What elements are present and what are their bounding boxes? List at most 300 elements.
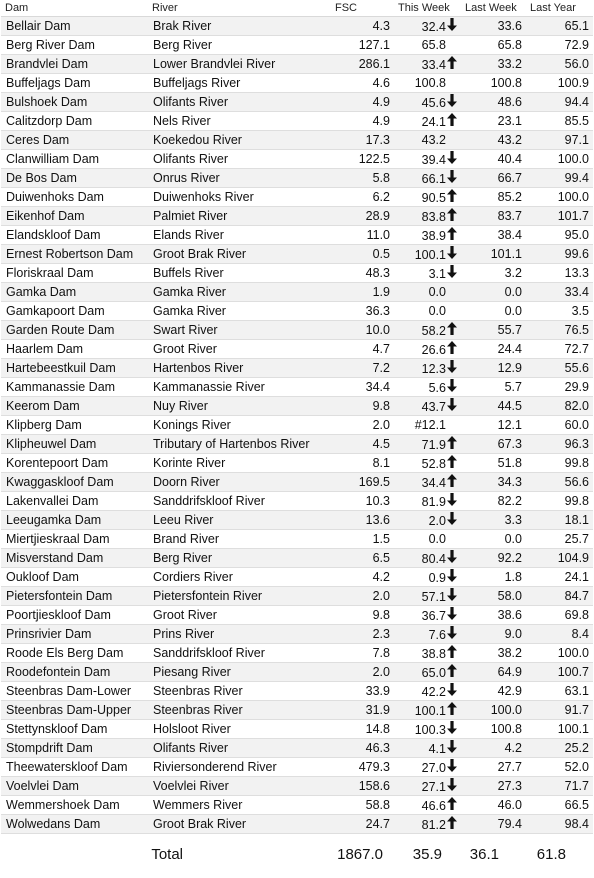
dam-name: Voelvlei Dam	[1, 777, 148, 796]
river-name: Prins River	[148, 625, 331, 644]
last-week-value: 9.0	[461, 625, 526, 644]
this-week-cell	[394, 435, 461, 454]
last-week-value: 58.0	[461, 587, 526, 606]
last-year-value: 33.4	[526, 283, 593, 302]
this-week-cell	[394, 226, 461, 245]
dam-name: Gamkapoort Dam	[1, 302, 148, 321]
table-row	[1, 435, 593, 454]
last-week-value: 48.6	[461, 93, 526, 112]
last-week-value: 82.2	[461, 492, 526, 511]
fsc-value: 2.3	[331, 625, 394, 644]
fsc-value: 4.7	[331, 340, 394, 359]
last-year-value: 24.1	[526, 568, 593, 587]
dam-name: Klipheuwel Dam	[1, 435, 148, 454]
fsc-value: 9.8	[331, 606, 394, 625]
fsc-value: 4.6	[331, 74, 394, 93]
table-row	[1, 340, 593, 359]
dam-name: Haarlem Dam	[1, 340, 148, 359]
this-week-cell	[394, 511, 461, 530]
dam-name: Steenbras Dam-Upper	[1, 701, 148, 720]
river-name: Groot Brak River	[148, 815, 331, 834]
last-week-value: 27.7	[461, 758, 526, 777]
last-year-value: 56.0	[526, 55, 593, 74]
last-week-value: 3.2	[461, 264, 526, 283]
dam-name: Duiwenhoks Dam	[1, 188, 148, 207]
river-name: Sanddrifskloof River	[148, 644, 331, 663]
this-week-cell	[394, 549, 461, 568]
last-week-value: 100.0	[461, 701, 526, 720]
dam-name: Eikenhof Dam	[1, 207, 148, 226]
last-year-value: 91.7	[526, 701, 593, 720]
last-year-value: 60.0	[526, 416, 593, 435]
dam-name: Berg River Dam	[1, 36, 148, 55]
last-year-value: 101.7	[526, 207, 593, 226]
this-week-value: 90.5	[421, 191, 446, 205]
river-name: Olifants River	[148, 739, 331, 758]
fsc-value: 13.6	[331, 511, 394, 530]
last-year-value: 25.2	[526, 739, 593, 758]
header-fsc: FSC	[331, 0, 394, 17]
this-week-cell	[394, 492, 461, 511]
this-week-cell	[394, 625, 461, 644]
this-week-cell	[394, 796, 461, 815]
dam-name: De Bos Dam	[1, 169, 148, 188]
dam-name: Leeugamka Dam	[1, 511, 148, 530]
last-week-value: 40.4	[461, 150, 526, 169]
this-week-cell	[394, 454, 461, 473]
this-week-value: 27.0	[421, 761, 446, 775]
this-week-cell	[394, 644, 461, 663]
fsc-value: 158.6	[331, 777, 394, 796]
last-week-value: 85.2	[461, 188, 526, 207]
fsc-value: 2.0	[331, 587, 394, 606]
table-row	[1, 93, 593, 112]
this-week-value: 4.1	[428, 742, 446, 756]
table-row	[1, 112, 593, 131]
last-year-value: 98.4	[526, 815, 593, 834]
this-week-value: 83.8	[421, 210, 446, 224]
this-week-cell	[394, 397, 461, 416]
fsc-value: 11.0	[331, 226, 394, 245]
this-week-value: 33.4	[421, 58, 446, 72]
dam-name: Kammanassie Dam	[1, 378, 148, 397]
table-row	[1, 17, 593, 36]
last-year-value: 85.5	[526, 112, 593, 131]
this-week-value: 3.1	[428, 267, 446, 281]
table-row	[1, 302, 593, 321]
last-year-value: 100.7	[526, 663, 593, 682]
table-row	[1, 321, 593, 340]
table-row	[1, 264, 593, 283]
this-week-cell	[394, 758, 461, 777]
this-week-cell	[394, 815, 461, 834]
river-name: Koekedou River	[148, 131, 331, 150]
fsc-value: 34.4	[331, 378, 394, 397]
fsc-value: 479.3	[331, 758, 394, 777]
river-name: Pietersfontein River	[148, 587, 331, 606]
fsc-value: 4.9	[331, 112, 394, 131]
river-name: Holsloot River	[148, 720, 331, 739]
last-year-value: 8.4	[526, 625, 593, 644]
arrow-down-icon	[446, 512, 458, 528]
river-name: Steenbras River	[148, 701, 331, 720]
fsc-value: 1.5	[331, 530, 394, 549]
this-week-value: 38.8	[421, 647, 446, 661]
last-year-value: 96.3	[526, 435, 593, 454]
total-this-week: 35.9	[412, 845, 442, 863]
table-row	[1, 758, 593, 777]
last-year-value: 65.1	[526, 17, 593, 36]
dam-name: Brandvlei Dam	[1, 55, 148, 74]
fsc-value: 10.3	[331, 492, 394, 511]
total-fsc: 1867.0	[337, 845, 383, 863]
dam-name: Oukloof Dam	[1, 568, 148, 587]
river-name: Groot River	[148, 606, 331, 625]
river-name: Swart River	[148, 321, 331, 340]
river-name: Olifants River	[148, 93, 331, 112]
river-name: Korinte River	[148, 454, 331, 473]
this-week-value: 12.3	[421, 362, 446, 376]
this-week-cell	[394, 150, 461, 169]
arrow-down-icon	[446, 379, 458, 395]
table-row	[1, 530, 593, 549]
this-week-cell	[394, 739, 461, 758]
arrow-up-icon	[446, 208, 458, 224]
last-week-value: 3.3	[461, 511, 526, 530]
this-week-cell	[394, 131, 461, 150]
dam-name: Poortjieskloof Dam	[1, 606, 148, 625]
table-row	[1, 150, 593, 169]
table-row	[1, 55, 593, 74]
fsc-value: 14.8	[331, 720, 394, 739]
table-row	[1, 245, 593, 264]
last-year-value: 100.1	[526, 720, 593, 739]
arrow-down-icon	[446, 94, 458, 110]
last-week-value: 5.7	[461, 378, 526, 397]
last-week-value: 83.7	[461, 207, 526, 226]
river-name: Groot Brak River	[148, 245, 331, 264]
this-week-cell	[394, 587, 461, 606]
arrow-down-icon	[446, 683, 458, 699]
last-year-value: 99.4	[526, 169, 593, 188]
last-week-value: 24.4	[461, 340, 526, 359]
table-row	[1, 283, 593, 302]
header-dam: Dam	[1, 0, 148, 17]
fsc-value: 2.0	[331, 663, 394, 682]
this-week-cell	[394, 188, 461, 207]
last-week-value: 66.7	[461, 169, 526, 188]
table-row	[1, 720, 593, 739]
table-row	[1, 739, 593, 758]
this-week-cell	[394, 777, 461, 796]
header-last-year: Last Year	[526, 0, 593, 17]
fsc-value: 4.5	[331, 435, 394, 454]
dam-name: Calitzdorp Dam	[1, 112, 148, 131]
river-name: Cordiers River	[148, 568, 331, 587]
arrow-up-icon	[446, 797, 458, 813]
dam-name: Bellair Dam	[1, 17, 148, 36]
river-name: Duiwenhoks River	[148, 188, 331, 207]
this-week-value: 100.1	[414, 704, 446, 718]
river-name: Kammanassie River	[148, 378, 331, 397]
table-row	[1, 815, 593, 834]
dam-name: Floriskraal Dam	[1, 264, 148, 283]
arrow-up-icon	[446, 189, 458, 205]
dam-name: Elandskloof Dam	[1, 226, 148, 245]
last-year-value: 100.0	[526, 150, 593, 169]
arrow-down-icon	[446, 759, 458, 775]
this-week-cell	[394, 36, 461, 55]
dam-name: Hartebeestkuil Dam	[1, 359, 148, 378]
header-river: River	[148, 0, 331, 17]
table-row	[1, 359, 593, 378]
this-week-cell	[394, 340, 461, 359]
last-week-value: 0.0	[461, 283, 526, 302]
this-week-cell	[394, 283, 461, 302]
dam-name: Wemmershoek Dam	[1, 796, 148, 815]
river-name: Doorn River	[148, 473, 331, 492]
arrow-up-icon	[446, 702, 458, 718]
river-name: Berg River	[148, 549, 331, 568]
fsc-value: 5.8	[331, 169, 394, 188]
total-last-week: 36.1	[469, 845, 499, 863]
river-name: Buffeljags River	[148, 74, 331, 93]
last-week-value: 92.2	[461, 549, 526, 568]
this-week-value: 0.9	[428, 571, 446, 585]
last-year-value: 82.0	[526, 397, 593, 416]
dam-levels-table	[1, 0, 593, 834]
dam-name: Bulshoek Dam	[1, 93, 148, 112]
river-name: Tributary of Hartenbos River	[148, 435, 331, 454]
last-week-value: 65.8	[461, 36, 526, 55]
this-week-value: 100.8	[414, 76, 446, 90]
this-week-value: 100.1	[414, 248, 446, 262]
table-row	[1, 625, 593, 644]
dam-name: Miertjieskraal Dam	[1, 530, 148, 549]
last-week-value: 0.0	[461, 302, 526, 321]
fsc-value: 1.9	[331, 283, 394, 302]
river-name: Berg River	[148, 36, 331, 55]
river-name: Brak River	[148, 17, 331, 36]
this-week-value: 7.6	[428, 628, 446, 642]
last-week-value: 42.9	[461, 682, 526, 701]
last-week-value: 12.1	[461, 416, 526, 435]
this-week-value: 81.2	[421, 818, 446, 832]
dam-name: Wolwedans Dam	[1, 815, 148, 834]
table-row	[1, 416, 593, 435]
table-row	[1, 568, 593, 587]
last-year-value: 25.7	[526, 530, 593, 549]
dam-name: Buffeljags Dam	[1, 74, 148, 93]
arrow-down-icon	[446, 721, 458, 737]
this-week-value: 100.3	[414, 723, 446, 737]
fsc-value: 24.7	[331, 815, 394, 834]
river-name: Nuy River	[148, 397, 331, 416]
this-week-value: 58.2	[421, 324, 446, 338]
arrow-down-icon	[446, 550, 458, 566]
table-row	[1, 682, 593, 701]
dam-name: Roode Els Berg Dam	[1, 644, 148, 663]
arrow-down-icon	[446, 398, 458, 414]
dam-name: Roodefontein Dam	[1, 663, 148, 682]
last-week-value: 34.3	[461, 473, 526, 492]
last-year-value: 55.6	[526, 359, 593, 378]
this-week-value: 0.0	[428, 285, 446, 299]
fsc-value: 4.9	[331, 93, 394, 112]
table-row	[1, 378, 593, 397]
last-year-value: 104.9	[526, 549, 593, 568]
table-row	[1, 454, 593, 473]
fsc-value: 6.5	[331, 549, 394, 568]
last-year-value: 72.7	[526, 340, 593, 359]
dam-name: Garden Route Dam	[1, 321, 148, 340]
river-name: Riviersonderend River	[148, 758, 331, 777]
last-week-value: 38.4	[461, 226, 526, 245]
this-week-value: 43.2	[421, 133, 446, 147]
river-name: Hartenbos River	[148, 359, 331, 378]
table-row	[1, 587, 593, 606]
last-year-value: 56.6	[526, 473, 593, 492]
river-name: Gamka River	[148, 283, 331, 302]
river-name: Piesang River	[148, 663, 331, 682]
last-week-value: 33.6	[461, 17, 526, 36]
arrow-down-icon	[446, 626, 458, 642]
dam-name: Ernest Robertson Dam	[1, 245, 148, 264]
dam-name: Gamka Dam	[1, 283, 148, 302]
fsc-value: 8.1	[331, 454, 394, 473]
header-last-week: Last Week	[461, 0, 526, 17]
river-name: Elands River	[148, 226, 331, 245]
last-week-value: 46.0	[461, 796, 526, 815]
this-week-value: 39.4	[421, 153, 446, 167]
this-week-cell	[394, 663, 461, 682]
this-week-value: 57.1	[421, 590, 446, 604]
river-name: Konings River	[148, 416, 331, 435]
fsc-value: 17.3	[331, 131, 394, 150]
this-week-value: 52.8	[421, 457, 446, 471]
arrow-up-icon	[446, 645, 458, 661]
table-row	[1, 644, 593, 663]
fsc-value: 286.1	[331, 55, 394, 74]
river-name: Sanddrifskloof River	[148, 492, 331, 511]
this-week-value: 65.0	[421, 666, 446, 680]
this-week-value: 0.0	[428, 532, 446, 546]
fsc-value: 127.1	[331, 36, 394, 55]
this-week-cell	[394, 701, 461, 720]
last-week-value: 101.1	[461, 245, 526, 264]
arrow-up-icon	[446, 816, 458, 832]
dam-name: Keerom Dam	[1, 397, 148, 416]
last-week-value: 33.2	[461, 55, 526, 74]
header-row	[1, 0, 593, 17]
table-row	[1, 777, 593, 796]
fsc-value: 169.5	[331, 473, 394, 492]
arrow-down-icon	[446, 151, 458, 167]
fsc-value: 4.2	[331, 568, 394, 587]
table-row	[1, 169, 593, 188]
arrow-down-icon	[446, 607, 458, 623]
arrow-down-icon	[446, 18, 458, 34]
dam-name: Theewaterskloof Dam	[1, 758, 148, 777]
fsc-value: 0.5	[331, 245, 394, 264]
last-week-value: 64.9	[461, 663, 526, 682]
table-row	[1, 188, 593, 207]
this-week-value: 34.4	[421, 476, 446, 490]
dam-name: Lakenvallei Dam	[1, 492, 148, 511]
arrow-up-icon	[446, 664, 458, 680]
arrow-down-icon	[446, 246, 458, 262]
arrow-up-icon	[446, 227, 458, 243]
arrow-down-icon	[446, 493, 458, 509]
river-name: Voelvlei River	[148, 777, 331, 796]
table-row	[1, 796, 593, 815]
last-year-value: 63.1	[526, 682, 593, 701]
fsc-value: 33.9	[331, 682, 394, 701]
last-week-value: 38.6	[461, 606, 526, 625]
last-year-value: 69.8	[526, 606, 593, 625]
river-name: Wemmers River	[148, 796, 331, 815]
this-week-cell	[394, 74, 461, 93]
last-week-value: 79.4	[461, 815, 526, 834]
arrow-down-icon	[446, 265, 458, 281]
this-week-cell	[394, 359, 461, 378]
this-week-cell	[394, 55, 461, 74]
total-label: Total	[151, 845, 183, 863]
river-name: Palmiet River	[148, 207, 331, 226]
total-last-year: 61.8	[536, 845, 566, 863]
table-row	[1, 226, 593, 245]
this-week-value: #12.1	[414, 418, 446, 432]
river-name: Gamka River	[148, 302, 331, 321]
river-name: Groot River	[148, 340, 331, 359]
this-week-cell	[394, 112, 461, 131]
river-name: Olifants River	[148, 150, 331, 169]
table-row	[1, 473, 593, 492]
arrow-up-icon	[446, 474, 458, 490]
arrow-down-icon	[446, 569, 458, 585]
last-year-value: 13.3	[526, 264, 593, 283]
table-row	[1, 36, 593, 55]
header-this-week: This Week	[394, 0, 461, 17]
last-week-value: 12.9	[461, 359, 526, 378]
this-week-cell	[394, 17, 461, 36]
last-week-value: 38.2	[461, 644, 526, 663]
last-week-value: 4.2	[461, 739, 526, 758]
last-year-value: 66.5	[526, 796, 593, 815]
fsc-value: 48.3	[331, 264, 394, 283]
last-year-value: 52.0	[526, 758, 593, 777]
river-name: Nels River	[148, 112, 331, 131]
fsc-value: 31.9	[331, 701, 394, 720]
this-week-value: 45.6	[421, 96, 446, 110]
arrow-up-icon	[446, 56, 458, 72]
table-row	[1, 549, 593, 568]
table-row	[1, 511, 593, 530]
last-year-value: 72.9	[526, 36, 593, 55]
river-name: Lower Brandvlei River	[148, 55, 331, 74]
this-week-value: 66.1	[421, 172, 446, 186]
fsc-value: 36.3	[331, 302, 394, 321]
this-week-value: 80.4	[421, 552, 446, 566]
fsc-value: 46.3	[331, 739, 394, 758]
arrow-up-icon	[446, 113, 458, 129]
last-year-value: 97.1	[526, 131, 593, 150]
this-week-value: 43.7	[421, 400, 446, 414]
last-week-value: 0.0	[461, 530, 526, 549]
dam-name: Clanwilliam Dam	[1, 150, 148, 169]
arrow-down-icon	[446, 170, 458, 186]
arrow-down-icon	[446, 778, 458, 794]
